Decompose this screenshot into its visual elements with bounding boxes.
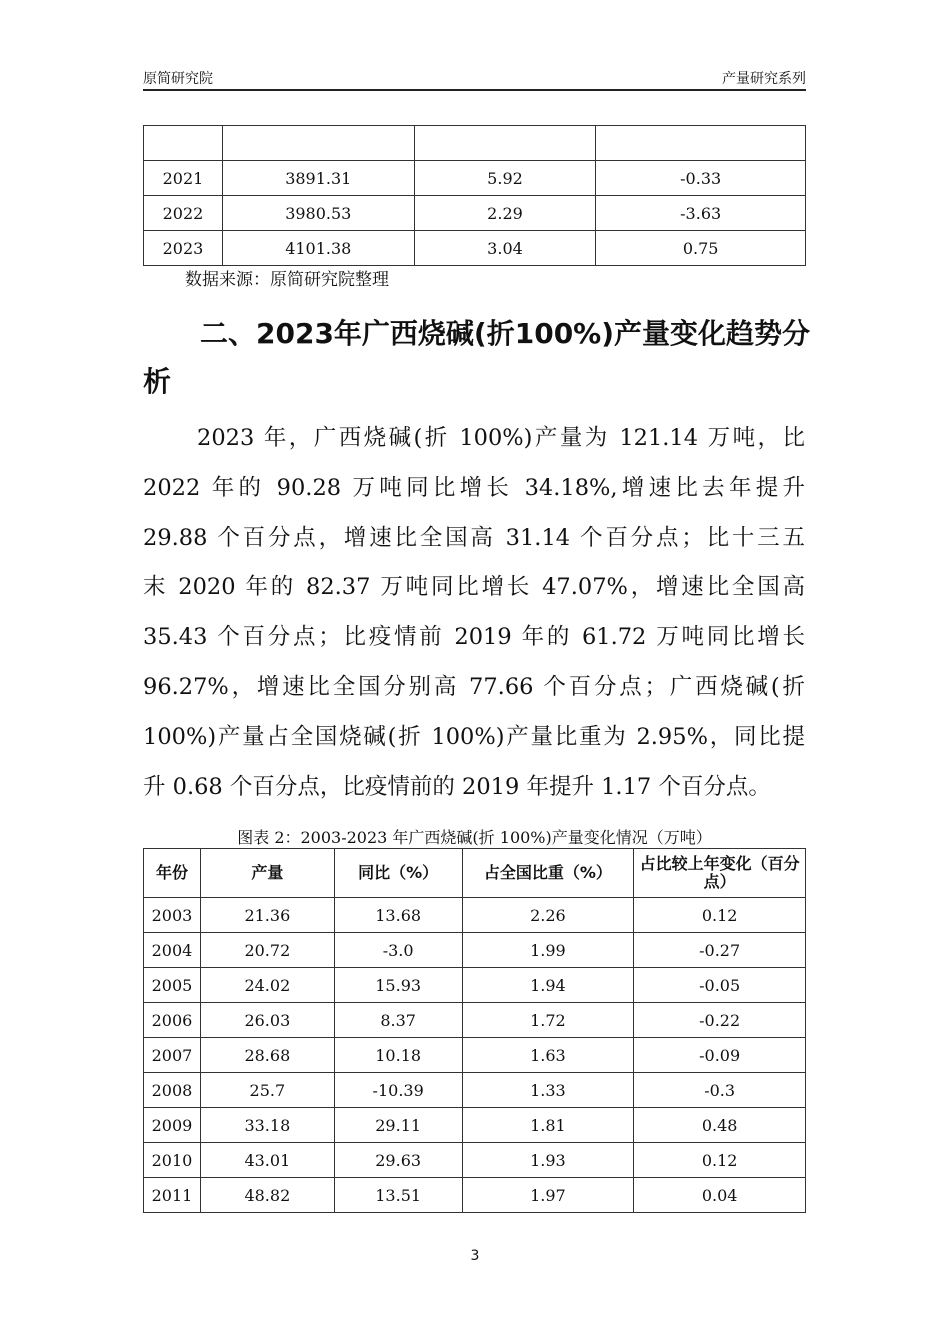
table-cell: -10.39 [334, 1073, 462, 1108]
table-cell: 21.36 [200, 898, 334, 933]
table-row-empty [144, 126, 806, 161]
table-cell: 1.33 [462, 1073, 634, 1108]
table-cell: -0.33 [596, 161, 806, 196]
table-cell: 2009 [144, 1108, 201, 1143]
table-cell: 43.01 [200, 1143, 334, 1178]
table-cell: 2006 [144, 1003, 201, 1038]
table-row [144, 231, 806, 266]
paragraph-line: 升 0.68 个百分点，比疫情前的 2019 年提升 1.17 个百分点。 [143, 774, 771, 800]
table-cell: 13.68 [334, 898, 462, 933]
table-row [144, 1178, 806, 1213]
paragraph-line: 35.43 个百分点；比疫情前 2019 年的 61.72 万吨同比增长 [143, 624, 805, 650]
table-cell: 2004 [144, 933, 201, 968]
column-header: 占比较上年变化（百分点） [634, 849, 806, 898]
table-cell: -0.3 [634, 1073, 806, 1108]
table-row [144, 933, 806, 968]
table-caption: 图表 2：2003-2023 年广西烧碱(折 100%)产量变化情况（万吨） [237, 828, 712, 847]
table-cell: 2022 [144, 196, 223, 231]
column-header: 年份 [144, 849, 201, 898]
table-cell: 2011 [144, 1178, 201, 1213]
table-cell: 1.72 [462, 1003, 634, 1038]
table-cell: 2.29 [414, 196, 596, 231]
table-cell: 25.7 [200, 1073, 334, 1108]
table-cell: 29.63 [334, 1143, 462, 1178]
column-header: 同比（%） [334, 849, 462, 898]
table-row [144, 1003, 806, 1038]
table-cell: 2021 [144, 161, 223, 196]
table-cell: 48.82 [200, 1178, 334, 1213]
table-cell: 10.18 [334, 1038, 462, 1073]
table-cell: 13.51 [334, 1178, 462, 1213]
table-cell: 3980.53 [222, 196, 414, 231]
table-cell: -0.27 [634, 933, 806, 968]
paragraph-line: 2022 年的 90.28 万吨同比增长 34.18%,增速比去年提升 [143, 475, 805, 501]
table-cell: 2005 [144, 968, 201, 1003]
table-cell: 4101.38 [222, 231, 414, 266]
table-cell: 15.93 [334, 968, 462, 1003]
table-row [144, 1073, 806, 1108]
table-header-row [144, 849, 806, 898]
table-cell: 5.92 [414, 161, 596, 196]
table-cell: 0.12 [634, 898, 806, 933]
table-cell: 8.37 [334, 1003, 462, 1038]
table-cell: 1.81 [462, 1108, 634, 1143]
table-cell: 0.04 [634, 1178, 806, 1213]
table-cell: 0.75 [596, 231, 806, 266]
section-heading: 二、2023年广西烧碱(折100%)产量变化趋势分 [200, 317, 811, 350]
paragraph-line: 末 2020 年的 82.37 万吨同比增长 47.07%，增速比全国高 [143, 574, 805, 600]
table-cell: 2008 [144, 1073, 201, 1108]
table-guangxi-production [143, 848, 806, 1213]
table-cell: 0.12 [634, 1143, 806, 1178]
header-left: 原简研究院 [143, 71, 213, 87]
section-heading-cont: 析 [143, 365, 172, 398]
table-cell: 29.11 [334, 1108, 462, 1143]
table-cell: 1.63 [462, 1038, 634, 1073]
table-cell: 1.94 [462, 968, 634, 1003]
table-row [144, 161, 806, 196]
table-cell: 2010 [144, 1143, 201, 1178]
table-cell: 28.68 [200, 1038, 334, 1073]
table-cell: -3.63 [596, 196, 806, 231]
column-header: 产量 [200, 849, 334, 898]
header-right: 产量研究系列 [722, 71, 806, 87]
paragraph-line: 100%)产量占全国烧碱(折 100%)产量比重为 2.95%，同比提 [143, 724, 805, 750]
paragraph-line: 2023 年，广西烧碱(折 100%)产量为 121.14 万吨，比 [197, 425, 805, 451]
source-note: 数据来源：原简研究院整理 [185, 270, 389, 290]
column-header: 占全国比重（%） [462, 849, 634, 898]
table-cell: 1.93 [462, 1143, 634, 1178]
paragraph-line: 29.88 个百分点，增速比全国高 31.14 个百分点；比十三五 [143, 525, 805, 551]
paragraph-line: 96.27%，增速比全国分别高 77.66 个百分点；广西烧碱(折 [143, 674, 805, 700]
table-cell: 3891.31 [222, 161, 414, 196]
table-row [144, 196, 806, 231]
table-row [144, 968, 806, 1003]
table-cell: 2007 [144, 1038, 201, 1073]
table-cell: -0.05 [634, 968, 806, 1003]
page-number: 3 [470, 1248, 480, 1264]
table-row [144, 1038, 806, 1073]
table-cell: 26.03 [200, 1003, 334, 1038]
table-cell: 20.72 [200, 933, 334, 968]
table-cell: -0.09 [634, 1038, 806, 1073]
table-cell: 3.04 [414, 231, 596, 266]
table-cell: -0.22 [634, 1003, 806, 1038]
table-cell: 33.18 [200, 1108, 334, 1143]
table-cell: 1.97 [462, 1178, 634, 1213]
table-cell: 2003 [144, 898, 201, 933]
table-cell: 2023 [144, 231, 223, 266]
table-national-continued [143, 125, 806, 266]
table-cell: 0.48 [634, 1108, 806, 1143]
header-rule [143, 89, 806, 91]
table-cell: 1.99 [462, 933, 634, 968]
table-row [144, 1108, 806, 1143]
table-cell: 2.26 [462, 898, 634, 933]
table-row [144, 898, 806, 933]
table-row [144, 1143, 806, 1178]
table-cell: 24.02 [200, 968, 334, 1003]
table-cell: -3.0 [334, 933, 462, 968]
